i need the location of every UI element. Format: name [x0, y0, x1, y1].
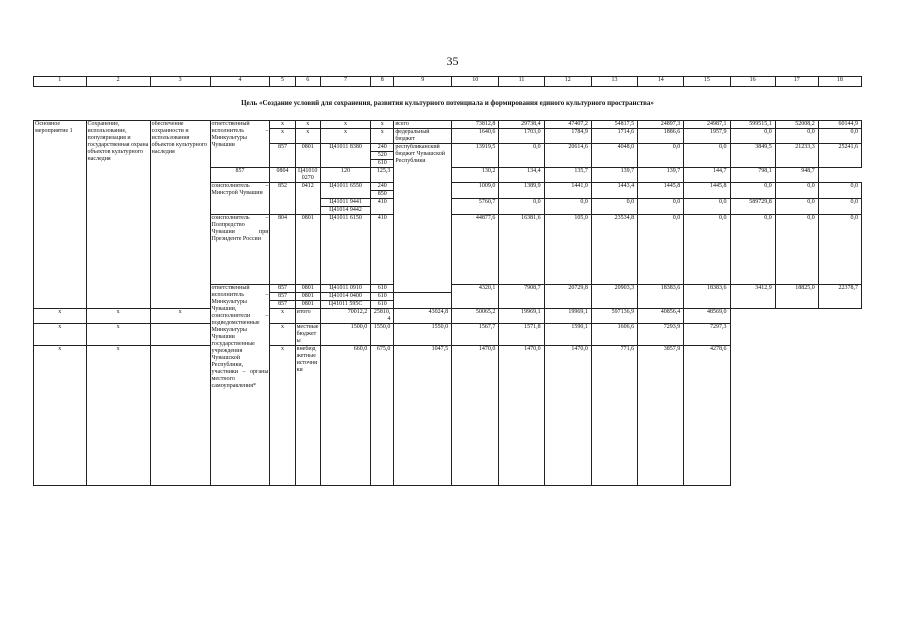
amount-cell: 50065,2: [452, 309, 499, 324]
amount-cell: 0,0: [591, 199, 637, 215]
cell: 804: [270, 215, 295, 285]
source-label: итого: [295, 309, 320, 324]
cell: [150, 324, 210, 346]
amount-cell: 20903,3: [591, 285, 637, 309]
amount-cell: 0,0: [499, 199, 544, 215]
source-label: местные бюджеты: [296, 324, 319, 344]
amount-cell: 144,7: [684, 168, 730, 183]
amount-cell: 19969,1: [499, 309, 544, 324]
amount-cell: 13919,5: [452, 144, 499, 168]
cell: x: [270, 121, 295, 129]
executor: соисполнитель – Минстрой Чувашии: [210, 183, 270, 215]
cell: 610: [371, 301, 394, 309]
amount-cell: 48569,0: [684, 309, 730, 324]
cell: 0801: [295, 285, 320, 293]
col-number: 10: [452, 77, 499, 87]
source-label: федеральный бюджет: [394, 129, 452, 144]
executor: соисполнитель – Полпредство Чувашии при Президенте России: [210, 215, 270, 285]
cell: Ц41011 6150: [320, 215, 370, 285]
cell: x: [150, 309, 210, 324]
goal-heading: Цель «Создание условий для сохранения, развития культурного потенциала и формирования единого культурного пространства»: [241, 99, 654, 107]
cell: 610: [371, 160, 394, 168]
amount-cell: 0,0: [638, 215, 684, 285]
amount-cell: 0,0: [775, 199, 818, 215]
cell: x: [371, 129, 394, 144]
amount-cell: 0,0: [684, 215, 730, 285]
cell: Ц41014 9442: [320, 207, 370, 215]
amount-cell: 1714,6: [591, 129, 637, 144]
cell: 0801: [295, 144, 320, 168]
amount-cell: 4320,1: [452, 285, 499, 309]
amount-cell: 1441,0: [544, 183, 591, 199]
amount-cell: 0,0: [818, 183, 861, 199]
amount-cell: 5760,7: [452, 199, 499, 215]
amount-cell: 47407,2: [544, 121, 591, 129]
cell: 240: [371, 144, 394, 152]
col-number: 15: [684, 77, 730, 87]
amount-cell: 1443,4: [591, 183, 637, 199]
amount-cell: 3849,5: [730, 144, 775, 168]
cell: x: [34, 324, 87, 346]
cell: 857: [270, 144, 295, 168]
amount-cell: 105,0: [544, 215, 591, 285]
amount-cell: 7297,3: [684, 324, 730, 346]
amount-cell: 24987,1: [684, 121, 730, 129]
amount-cell: 43024,8: [394, 309, 452, 324]
table-row: [34, 121, 862, 129]
cell: x: [34, 309, 87, 324]
cell: 0412: [295, 183, 320, 215]
cell: x: [270, 309, 295, 324]
cell: 852: [270, 183, 295, 215]
cell: 610: [371, 293, 394, 301]
cell: x: [34, 346, 87, 486]
amount-cell: 1550,0: [371, 324, 394, 346]
amount-cell: 1784,9: [544, 129, 591, 144]
cell: Ц41011 0910: [320, 285, 370, 293]
cell: 610: [371, 285, 394, 293]
cell: x: [371, 121, 394, 129]
executor: ответственный исполнитель – Минкультуры Чувашии: [210, 121, 270, 168]
amount-cell: 125,3: [371, 168, 394, 183]
amount-cell: 0,0: [775, 215, 818, 285]
amount-cell: 20614,6: [544, 144, 591, 168]
col-number: 8: [371, 77, 394, 87]
col-number: 1: [34, 77, 87, 87]
amount-cell: 73812,8: [452, 121, 499, 129]
amount-cell: 60144,9: [818, 121, 861, 129]
cell: 0801: [295, 293, 320, 301]
cell: 0801: [295, 301, 320, 309]
amount-cell: 0,0: [499, 144, 544, 168]
amount-cell: 0,0: [775, 183, 818, 199]
amount-cell: 0,0: [818, 129, 861, 144]
amount-cell: 54817,5: [591, 121, 637, 129]
amount-cell: 0,0: [638, 199, 684, 215]
amount-cell: 21233,3: [775, 144, 818, 168]
amount-cell: 23534,8: [591, 215, 637, 285]
amount-cell: 1389,9: [499, 183, 544, 199]
amount-cell: 0,0: [730, 129, 775, 144]
amount-cell: 1009,0: [452, 183, 499, 199]
col-number: 9: [394, 77, 452, 87]
cell: 410: [371, 215, 394, 285]
cell: x: [320, 129, 370, 144]
col-number: 5: [270, 77, 295, 87]
amount-cell: 1047,5: [394, 346, 452, 486]
cell: x: [320, 121, 370, 129]
executor: ответственный исполнитель – Минкультуры Чувашии, соисполнители – подведомственные Минкультуры Чувашии государственные учреждения Чувашской Республики, участники – органы местного самоуправления*: [210, 285, 270, 486]
cell: 410: [371, 199, 394, 215]
event-name: Основное мероприятие 1: [34, 121, 87, 309]
amount-cell: 20729,8: [544, 285, 591, 309]
cell: Ц41011 8380: [320, 144, 370, 168]
col-number: 6: [295, 77, 320, 87]
cell: x: [270, 324, 295, 346]
amount-cell: 3857,9: [638, 346, 684, 486]
cell: x: [86, 309, 150, 324]
cell: Ц41011 9441: [320, 199, 370, 207]
col-number: 3: [150, 77, 210, 87]
cell: Ц41011 6550: [320, 183, 370, 199]
amount-cell: 1470,0: [544, 346, 591, 486]
amount-cell: 1571,8: [499, 324, 544, 346]
cell: Ц41014 0400: [320, 293, 370, 301]
amount-cell: 1703,0: [499, 129, 544, 144]
amount-cell: 0,0: [684, 199, 730, 215]
amount-cell: 1957,9: [684, 129, 730, 144]
amount-cell: 44877,6: [452, 215, 499, 285]
col-number: 18: [818, 77, 861, 87]
amount-cell: 4278,6: [684, 346, 730, 486]
cell: Ц410100270: [295, 168, 320, 183]
amount-cell: 1445,8: [684, 183, 730, 199]
amount-cell: 19969,1: [544, 309, 591, 324]
cell: 240: [371, 183, 394, 191]
amount-cell: 599515,1: [730, 121, 775, 129]
amount-cell: 3412,9: [730, 285, 775, 309]
amount-cell: 16381,6: [499, 215, 544, 285]
amount-cell: 18383,6: [684, 285, 730, 309]
col-number: 12: [544, 77, 591, 87]
source-label: республиканский бюджет Чувашской Республики: [394, 144, 452, 293]
amount-cell: 22378,7: [818, 285, 861, 309]
cell: 857: [270, 285, 295, 293]
col-number: 13: [591, 77, 637, 87]
cell: 857: [270, 293, 295, 301]
col-number: 2: [86, 77, 150, 87]
amount-cell: 134,4: [499, 168, 544, 183]
col-number: 14: [638, 77, 684, 87]
amount-cell: 675,0: [371, 346, 394, 486]
cell: x: [270, 129, 295, 144]
amount-cell: 25810,4: [371, 309, 394, 324]
page-number: 35: [446, 54, 459, 68]
cell: x: [86, 346, 150, 486]
amount-cell: 1550,0: [394, 324, 452, 346]
col-number: 17: [775, 77, 818, 87]
amount-cell: 0,0: [730, 183, 775, 199]
amount-cell: 0,0: [730, 215, 775, 285]
amount-cell: 0,0: [818, 215, 861, 285]
amount-cell: 1500,0: [320, 324, 370, 346]
amount-cell: 0,0: [684, 144, 730, 168]
budget-table: [33, 76, 862, 486]
amount-cell: 52008,2: [775, 121, 818, 129]
amount-cell: 29738,4: [499, 121, 544, 129]
amount-cell: 7908,7: [499, 285, 544, 309]
cell: x: [86, 324, 150, 346]
amount-cell: 0,0: [544, 199, 591, 215]
column-number-row: [34, 77, 862, 87]
col-number: 11: [499, 77, 544, 87]
amount-cell: 139,7: [638, 168, 684, 183]
amount-cell: 7293,9: [638, 324, 684, 346]
cell: 857: [270, 301, 295, 309]
amount-cell: 4048,0: [591, 144, 637, 168]
amount-cell: 0,0: [638, 144, 684, 168]
cell: 0801: [295, 215, 320, 285]
amount-cell: 40856,4: [638, 309, 684, 324]
cell: x: [295, 129, 320, 144]
source-label: всего: [394, 121, 452, 129]
amount-cell: 1590,1: [544, 324, 591, 346]
amount-cell: 0,0: [818, 199, 861, 215]
table-row: [34, 324, 862, 346]
amount-cell: 70012,2: [320, 309, 370, 324]
amount-cell: 135,7: [544, 168, 591, 183]
amount-cell: 660,0: [320, 346, 370, 486]
amount-cell: 1567,7: [452, 324, 499, 346]
amount-cell: 1886,6: [638, 129, 684, 144]
cell: 0804: [270, 168, 295, 183]
amount-cell: 18383,6: [638, 285, 684, 309]
col-number: 7: [320, 77, 370, 87]
amount-cell: 1606,6: [591, 324, 637, 346]
table-row: [34, 309, 862, 324]
amount-cell: 798,1: [730, 168, 775, 183]
cell: 520: [371, 152, 394, 160]
amount-cell: 24897,3: [638, 121, 684, 129]
source-label: внебюджетные источники: [295, 346, 320, 486]
table-row: [34, 346, 862, 486]
amount-cell: 130,2: [452, 168, 499, 183]
cell: Ц41011 595С: [320, 301, 370, 309]
amount-cell: 1470,0: [452, 346, 499, 486]
amount-cell: 597136,9: [591, 309, 637, 324]
amount-cell: 589729,8: [730, 199, 775, 215]
cell: 850: [371, 191, 394, 199]
cell: 120: [320, 168, 370, 183]
cell: x: [295, 121, 320, 129]
amount-cell: 139,7: [591, 168, 637, 183]
amount-cell: 771,6: [591, 346, 637, 486]
col-number: 4: [210, 77, 270, 87]
amount-cell: 1470,0: [499, 346, 544, 486]
event-goal: обеспечение сохранности и использования объектов культурного наследия: [150, 121, 210, 309]
col-number: 16: [730, 77, 775, 87]
amount-cell: 1445,8: [638, 183, 684, 199]
event-description: Сохранение, использование, популяризация и государственная охрана объектов культурного наследия: [86, 121, 150, 309]
amount-cell: 948,7: [775, 168, 818, 183]
cell: 857: [210, 168, 270, 183]
amount-cell: 0,0: [775, 129, 818, 144]
amount-cell: 18825,0: [775, 285, 818, 309]
cell: x: [270, 346, 295, 486]
amount-cell: 1640,6: [452, 129, 499, 144]
amount-cell: 25241,6: [818, 144, 861, 168]
cell: [150, 346, 210, 486]
